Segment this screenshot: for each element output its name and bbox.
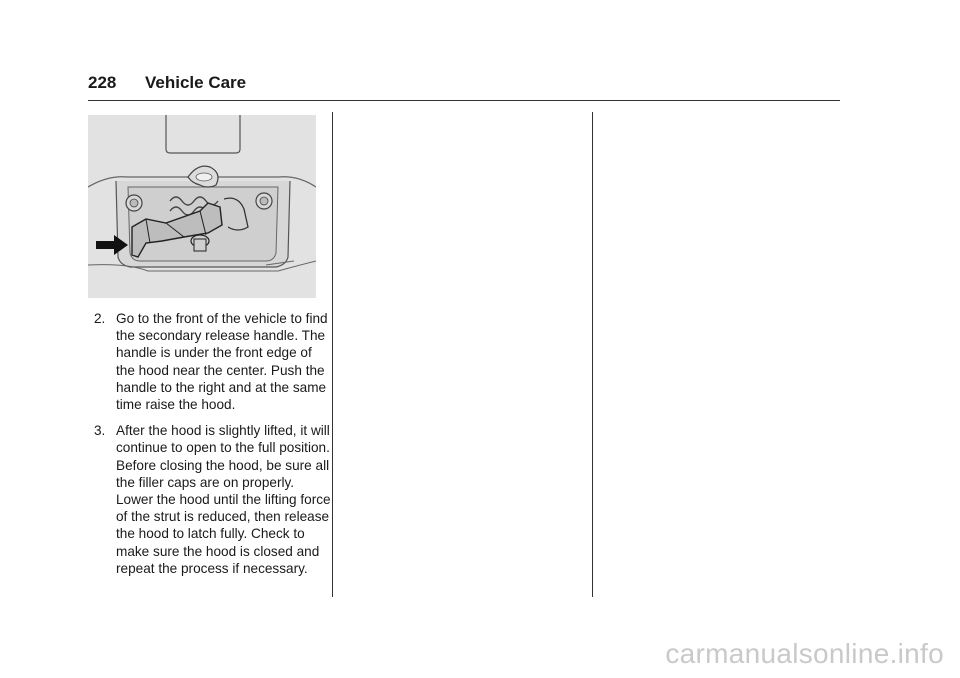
page-header [88,70,840,101]
step-item [94,422,334,577]
step-number: 3. [94,423,106,439]
procedure-steps [94,310,334,586]
step-item [94,310,334,413]
step-number: 2. [94,311,106,326]
page-number: 228 [88,73,117,92]
section-title: Vehicle Care [145,73,247,92]
watermark: carmanualsonline.info [665,638,944,669]
column-divider [592,112,593,597]
hood-release-figure [88,115,316,298]
step-text: After the hood is slightly lifted, it will continue to open to the full position. Before closing the hood, be sure all the filler caps are on properly. Lower the hood until the lifting force of the strut is reduced, then release the hood to latch fully. Check to make sure the hood is closed and repeat the process if necessary. [116,423,331,576]
hood-release-illustration-icon [88,115,316,298]
step-text: Go to the front of the vehicle to find the secondary release handle. The handle is under the front edge of the hood near the center. Push the handle to the right and at the same time raise the hood. [116,311,328,413]
